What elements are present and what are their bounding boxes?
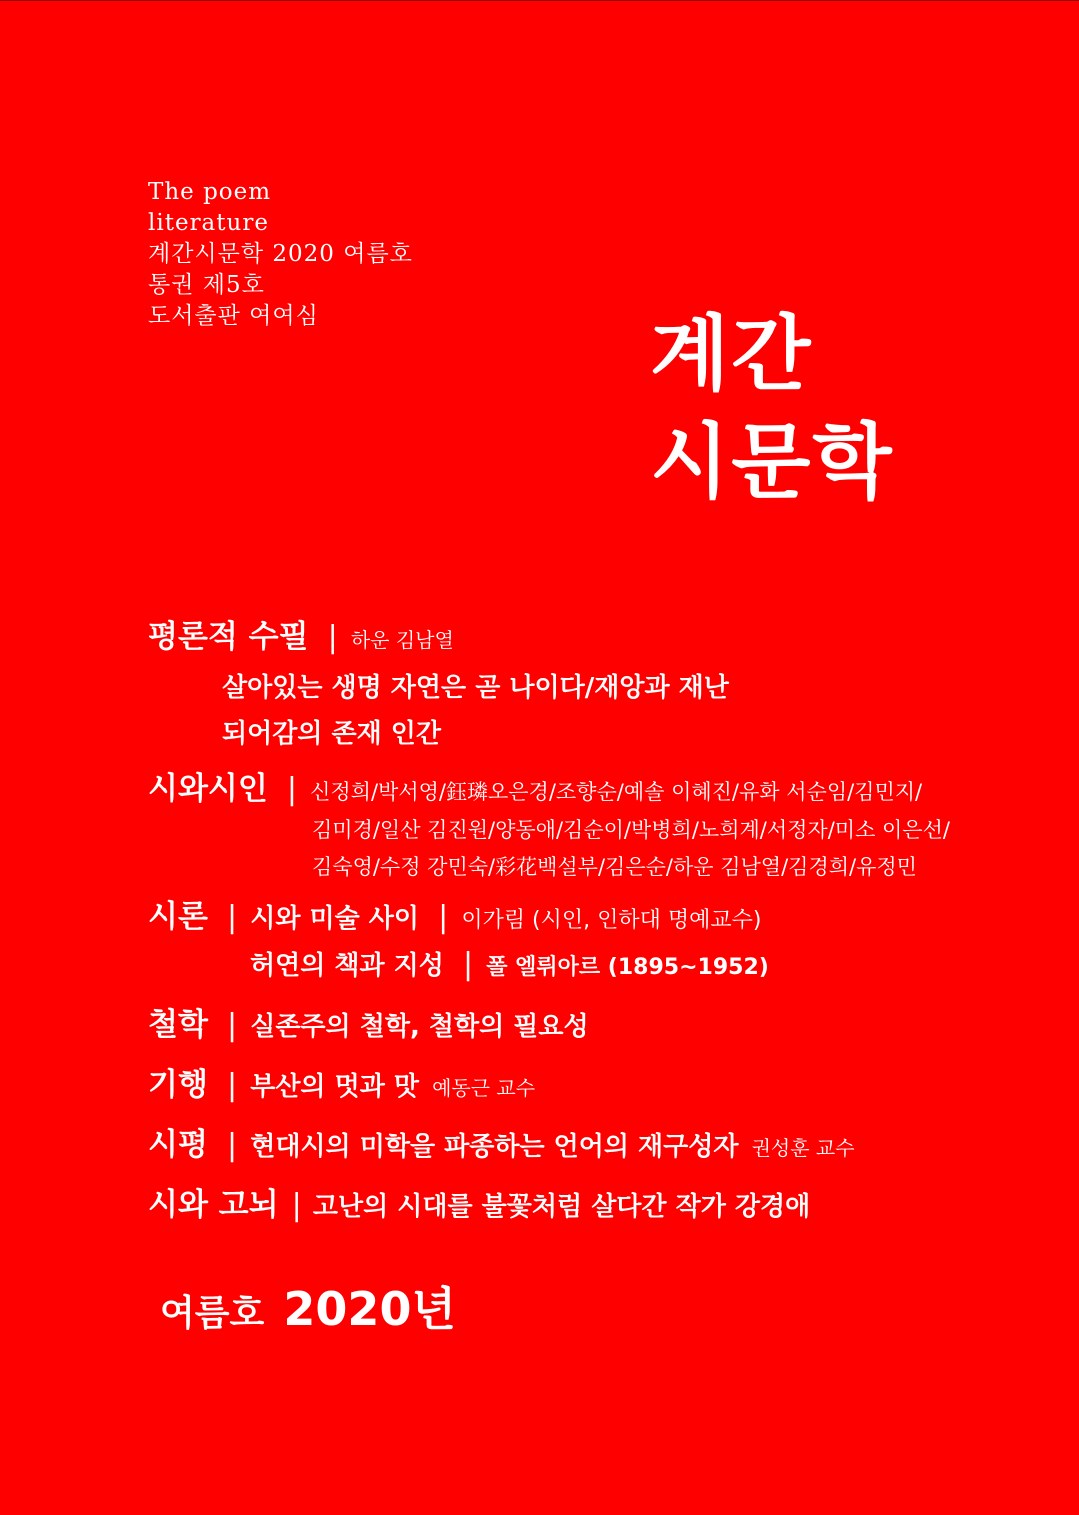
section-poets xyxy=(148,763,922,808)
section-theory-item2 xyxy=(250,945,769,982)
issue-title: 계간시문학 2020 여름호 xyxy=(148,241,413,267)
separator: | xyxy=(327,620,338,655)
section-philosophy xyxy=(148,999,589,1044)
magazine-title-line1: 계간 xyxy=(650,307,813,402)
separator: | xyxy=(227,1128,238,1163)
issue-footer xyxy=(160,1273,456,1339)
section-travel xyxy=(148,1059,535,1104)
magazine-title xyxy=(650,301,894,517)
english-title-line1: The poem xyxy=(148,179,272,205)
issue-number: 통권 제5호 xyxy=(148,272,265,298)
separator: | xyxy=(227,1068,238,1103)
section-theory-item2-title: 허연의 책과 지성 xyxy=(250,951,444,981)
section-theory-category: 시론 xyxy=(148,899,208,935)
footer-season: 여름호 xyxy=(160,1293,265,1334)
section-philosophy-category: 철학 xyxy=(148,1007,208,1043)
section-agony-title: 고난의 시대를 불꽃처럼 살다간 작가 강경애 xyxy=(312,1192,811,1222)
section-travel-author: 예동근 교수 xyxy=(432,1076,536,1100)
section-theory-item1-title: 시와 미술 사이 xyxy=(250,904,420,934)
section-review-title: 현대시의 미학을 파종하는 언어의 재구성자 xyxy=(250,1132,739,1162)
section-theory-item1-author: 이가림 (시인, 인하대 명예교수) xyxy=(461,908,762,933)
english-title-line2: literature xyxy=(148,210,269,236)
section-theory-item2-author: 폴 엘뤼아르 (1895~1952) xyxy=(486,955,769,980)
section-essay xyxy=(148,611,454,656)
separator: | xyxy=(227,1008,238,1043)
section-poets-line1: 신정희/박서영/鈺璘오은경/조향순/예솔 이혜진/유화 서순임/김민지/ xyxy=(310,780,923,804)
separator: | xyxy=(291,1188,302,1223)
separator: | xyxy=(438,900,449,935)
section-essay-line1: 살아있는 생명 자연은 곧 나이다/재앙과 재난 xyxy=(222,673,729,703)
footer-year: 2020년 xyxy=(283,1282,456,1336)
section-travel-category: 기행 xyxy=(148,1067,208,1103)
section-essay-category: 평론적 수필 xyxy=(148,619,309,655)
section-agony-category: 시와 고뇌 xyxy=(148,1187,279,1223)
publication-info xyxy=(148,177,413,332)
section-philosophy-title: 실존주의 철학, 철학의 필요성 xyxy=(250,1012,589,1042)
separator: | xyxy=(463,947,474,982)
section-agony xyxy=(148,1179,810,1224)
separator: | xyxy=(227,900,238,935)
section-review-category: 시평 xyxy=(148,1127,208,1163)
section-theory xyxy=(148,891,761,936)
section-essay-line2: 되어감의 존재 인간 xyxy=(222,719,442,749)
section-poets-line3: 김숙영/수정 강민숙/彩花백설부/김은순/하운 김남열/김경희/유정민 xyxy=(312,855,917,879)
section-poets-category: 시와시인 xyxy=(148,771,268,807)
publisher: 도서출판 여여심 xyxy=(148,303,319,329)
section-essay-author: 하운 김남열 xyxy=(350,628,454,652)
magazine-title-line2: 시문학 xyxy=(650,415,894,510)
section-review-author: 권성훈 교수 xyxy=(751,1136,855,1160)
section-travel-title: 부산의 멋과 맛 xyxy=(250,1072,420,1102)
section-review xyxy=(148,1119,855,1164)
section-poets-line2: 김미경/일산 김진원/양동애/김순이/박병희/노희계/서정자/미소 이은선/ xyxy=(312,818,950,842)
separator: | xyxy=(286,772,297,807)
